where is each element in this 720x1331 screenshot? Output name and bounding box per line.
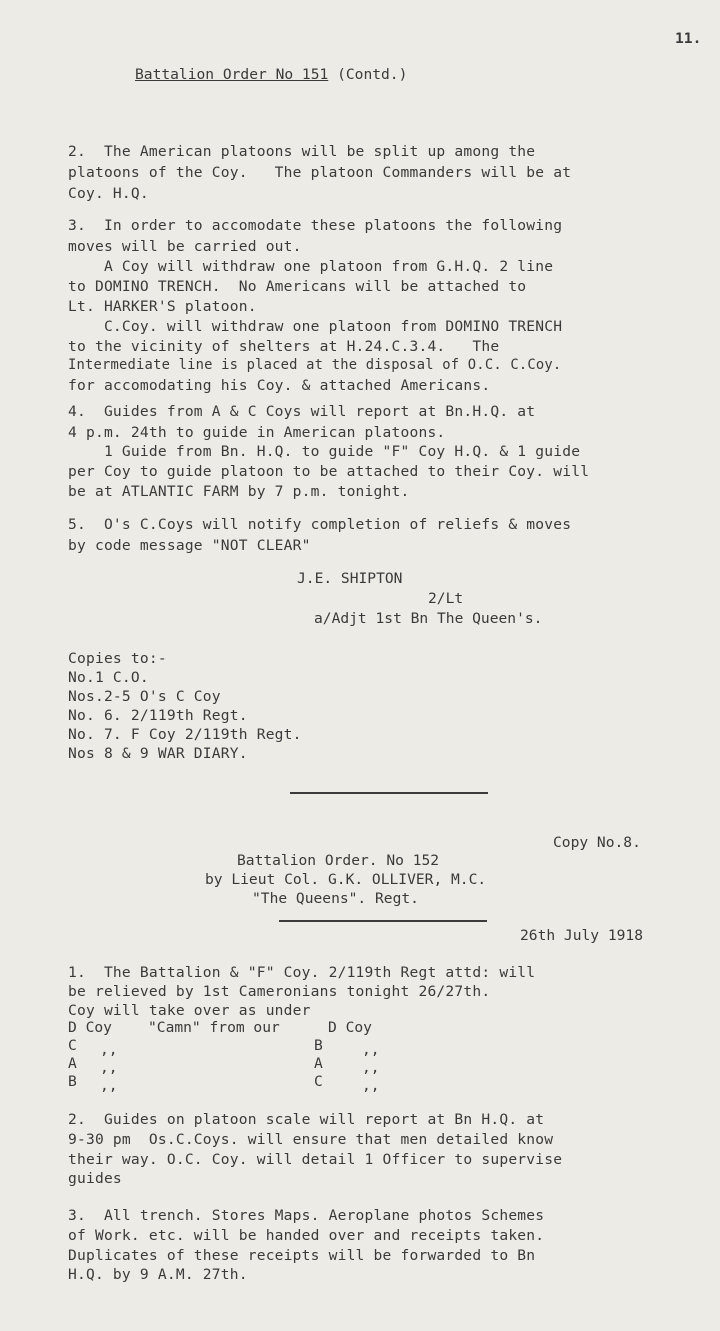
order-heading-title: Battalion Order No 151 — [135, 66, 329, 83]
para-4-line-2: 4 p.m. 24th to guide in American platoons. — [68, 424, 446, 441]
order-heading — [135, 66, 407, 83]
relief-row-2-col-3: B — [314, 1037, 323, 1054]
order152-title-line-1: Battalion Order. No 152 — [237, 852, 440, 869]
para-3-line-1: 3. In order to accomodate these platoons the following — [68, 217, 563, 234]
order152-date: 26th July 1918 — [520, 927, 644, 944]
relief-row-1-col-3: D Coy — [328, 1019, 372, 1036]
order152-divider — [279, 920, 487, 922]
relief-row-3-col-2: ,, — [100, 1059, 118, 1076]
para-3-line-2: moves will be carried out. — [68, 238, 302, 255]
para-3-line-3: A Coy will withdraw one platoon from G.H.Q. 2 line — [68, 258, 554, 275]
order152-para-2-line-2: 9-30 pm Os.C.Coys. will ensure that men detailed know — [68, 1131, 554, 1148]
para-3-line-9: for accomodating his Coy. & attached Americans. — [68, 377, 491, 394]
para-4-line-3: 1 Guide from Bn. H.Q. to guide "F" Coy H.Q. & 1 guide — [68, 443, 581, 460]
para-2-line-2: platoons of the Coy. The platoon Commanders will be at — [68, 164, 572, 181]
copies-item: Nos.2-5 O's C Coy — [68, 688, 221, 705]
order152-para-2-line-3: their way. O.C. Coy. will detail 1 Officer to supervise — [68, 1151, 563, 1168]
copies-item: No.1 C.O. — [68, 669, 149, 686]
para-3-line-4: to DOMINO TRENCH. No Americans will be attached to — [68, 278, 527, 295]
order152-para-3-line-1: 3. All trench. Stores Maps. Aeroplane photos Schemes — [68, 1207, 545, 1224]
para-3-line-8: Intermediate line is placed at the disposal of O.C. C.Coy. — [68, 357, 562, 373]
copies-heading: Copies to:- — [68, 650, 167, 667]
relief-row-4-col-3: C — [314, 1073, 323, 1090]
para-4-line-5: be at ATLANTIC FARM by 7 p.m. tonight. — [68, 483, 410, 500]
relief-row-1-col-2: "Camn" from our — [148, 1019, 280, 1036]
relief-row-2-col-1: C — [68, 1037, 77, 1054]
order152-para-1-line-2: be relieved by 1st Cameronians tonight 26/27th. — [68, 983, 491, 1000]
relief-row-2-col-4: ,, — [362, 1041, 380, 1058]
copy-number: Copy No.8. — [553, 834, 641, 851]
order152-para-3-line-4: H.Q. by 9 A.M. 27th. — [68, 1266, 248, 1283]
copies-item: No. 6. 2/119th Regt. — [68, 707, 248, 724]
relief-row-1-col-1: D Coy — [68, 1019, 112, 1036]
order152-para-1-line-1: 1. The Battalion & "F" Coy. 2/119th Regt attd: will — [68, 964, 536, 981]
order152-para-3-line-3: Duplicates of these receipts will be forwarded to Bn — [68, 1247, 536, 1264]
para-4-line-4: per Coy to guide platoon to be attached to their Coy. will — [68, 463, 590, 480]
para-4-line-1: 4. Guides from A & C Coys will report at Bn.H.Q. at — [68, 403, 536, 420]
relief-row-2-col-2: ,, — [100, 1041, 118, 1058]
copies-item: Nos 8 & 9 WAR DIARY. — [68, 745, 248, 762]
order152-para-1-line-3: Coy will take over as under — [68, 1002, 311, 1019]
order-heading-suffix: (Contd.) — [328, 66, 408, 83]
relief-row-3-col-3: A — [314, 1055, 323, 1072]
order152-para-2-line-1: 2. Guides on platoon scale will report at Bn H.Q. at — [68, 1111, 545, 1128]
para-5-line-1: 5. O's C.Coys will notify completion of reliefs & moves — [68, 516, 572, 533]
relief-row-4-col-2: ,, — [100, 1077, 118, 1094]
copies-item: No. 7. F Coy 2/119th Regt. — [68, 726, 302, 743]
order152-para-3-line-2: of Work. etc. will be handed over and receipts taken. — [68, 1227, 545, 1244]
signature-name: J.E. SHIPTON — [297, 570, 403, 587]
para-2-line-3: Coy. H.Q. — [68, 185, 149, 202]
page-number: 11. — [675, 30, 702, 47]
relief-row-3-col-1: A — [68, 1055, 77, 1072]
relief-row-3-col-4: ,, — [362, 1059, 380, 1076]
para-3-line-5: Lt. HARKER'S platoon. — [68, 298, 257, 315]
section-divider — [290, 792, 488, 794]
para-3-line-6: C.Coy. will withdraw one platoon from DOMINO TRENCH — [68, 318, 563, 335]
relief-row-4-col-1: B — [68, 1073, 77, 1090]
relief-row-4-col-4: ,, — [362, 1077, 380, 1094]
order152-title-line-3: "The Queens". Regt. — [252, 890, 419, 907]
para-3-line-7: to the vicinity of shelters at H.24.C.3.4. The — [68, 338, 500, 355]
order152-title-line-2: by Lieut Col. G.K. OLLIVER, M.C. — [205, 871, 487, 888]
signature-title: a/Adjt 1st Bn The Queen's. — [314, 610, 543, 627]
signature-rank: 2/Lt — [428, 590, 464, 607]
order152-para-2-line-4: guides — [68, 1170, 122, 1187]
para-5-line-2: by code message "NOT CLEAR" — [68, 537, 311, 554]
para-2-line-1: 2. The American platoons will be split up among the — [68, 143, 536, 160]
